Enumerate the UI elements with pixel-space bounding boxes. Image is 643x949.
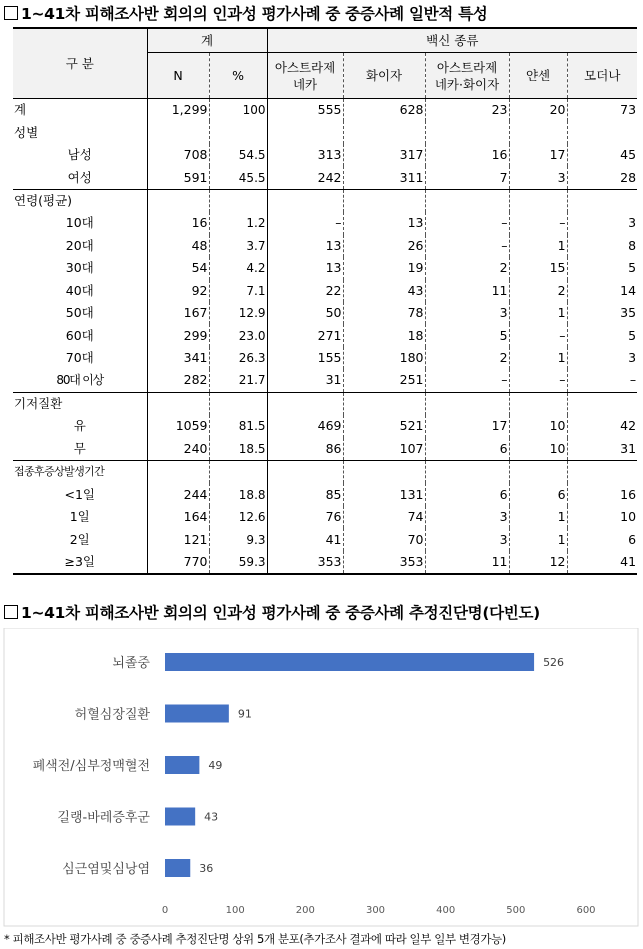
category-label: 폐색전/심부정맥혈전 <box>32 759 150 774</box>
table-cell: 5 <box>567 324 637 346</box>
checkbox-square-icon <box>4 6 18 20</box>
table-cell: 54 <box>147 257 209 279</box>
table-cell <box>209 189 267 212</box>
header-vaccine: 화이자 <box>343 53 425 99</box>
row-label: 무 <box>73 440 86 456</box>
table-cell <box>147 461 209 484</box>
bar <box>165 756 199 774</box>
table-cell <box>509 189 567 212</box>
table-cell: 311 <box>343 166 425 189</box>
table-cell: 13 <box>267 257 343 279</box>
row-label: 유 <box>73 418 86 434</box>
table-cell <box>425 121 509 143</box>
table-cell: 10 <box>509 438 567 461</box>
table-cell: 17 <box>509 144 567 166</box>
bar <box>165 808 195 826</box>
table-cell: 45.5 <box>209 166 267 189</box>
table-cell: 41 <box>267 528 343 550</box>
table-cell: 31 <box>567 438 637 461</box>
table-cell <box>509 121 567 143</box>
category-label: 뇌졸중 <box>112 656 150 671</box>
table-cell: 21.7 <box>209 369 267 392</box>
row-label: <1일 <box>64 486 95 502</box>
table-cell: 26.3 <box>209 347 267 369</box>
table-cell: 74 <box>343 506 425 528</box>
table-cell <box>567 392 637 415</box>
row-label: 여성 <box>67 169 92 185</box>
table-cell: 28 <box>567 166 637 189</box>
table-cell: 35 <box>567 302 637 324</box>
row-label: 80대 이상 <box>56 373 104 388</box>
table-cell: 6 <box>425 438 509 461</box>
chart-heading <box>4 601 540 623</box>
row-label: ≥3일 <box>13 551 147 574</box>
table-cell: 591 <box>147 166 209 189</box>
row-label: 남성 <box>67 147 92 163</box>
table-heading <box>4 2 487 24</box>
table-cell <box>567 189 637 212</box>
row-label: 접종후증상발생기간 <box>13 461 147 484</box>
table-cell: 1.2 <box>209 212 267 234</box>
table-cell: 100 <box>209 99 267 122</box>
table-cell: 4.2 <box>209 257 267 279</box>
header-total-group: 계 <box>147 28 267 53</box>
table-cell: 1 <box>509 506 567 528</box>
table-row <box>13 280 637 302</box>
table-row <box>13 144 637 166</box>
table-cell: 76 <box>267 506 343 528</box>
table-cell: 2 <box>509 280 567 302</box>
table-cell: 12.6 <box>209 506 267 528</box>
header-n: N <box>147 53 209 99</box>
data-label: 36 <box>199 862 214 875</box>
row-label: 기저질환 <box>13 392 147 415</box>
table-cell: 1 <box>509 528 567 550</box>
table-cell <box>567 121 637 143</box>
table-cell: 9.3 <box>209 528 267 550</box>
row-label: 20대 <box>65 237 94 253</box>
table-cell: 180 <box>343 347 425 369</box>
row-label: 10대 <box>65 215 94 231</box>
table-cell: 7 <box>425 166 509 189</box>
table-cell: – <box>509 369 567 392</box>
header-pct: % <box>209 53 267 99</box>
table-cell <box>343 121 425 143</box>
table-cell <box>343 461 425 484</box>
table-cell <box>209 121 267 143</box>
table-cell: – <box>509 324 567 346</box>
table-cell: 708 <box>147 144 209 166</box>
table-cell: 12 <box>509 551 567 574</box>
table-cell <box>567 461 637 484</box>
table-cell: 6 <box>425 483 509 505</box>
table-cell: 8 <box>567 235 637 257</box>
table-row <box>13 369 637 392</box>
table-cell: 26 <box>343 235 425 257</box>
table-row <box>13 483 637 505</box>
x-tick-label: 100 <box>225 905 245 916</box>
table-cell <box>147 189 209 212</box>
table-cell: – <box>425 369 509 392</box>
table-section-row <box>13 461 637 484</box>
table-cell: 155 <box>267 347 343 369</box>
data-label: 43 <box>204 810 219 824</box>
table-cell: 16 <box>147 212 209 234</box>
header-vaccine: 아스트라제 네카·화이자 <box>425 53 509 99</box>
table-cell: 353 <box>267 551 343 574</box>
chart-footnote: * 피해조사반 평가사례 중 중증사례 추정진단명 상위 5개 분포(추가조사 결과에 따라 일부 일부 변경가능) <box>4 932 506 946</box>
table-cell: 23 <box>425 99 509 122</box>
table-cell: 42 <box>567 415 637 437</box>
table-cell: 50 <box>267 302 343 324</box>
table-row <box>13 212 637 234</box>
table-cell: 12.9 <box>209 302 267 324</box>
table-row <box>13 506 637 528</box>
category-label: 허혈심장질환 <box>74 707 150 723</box>
table-cell: 54.5 <box>209 144 267 166</box>
table-cell: 81.5 <box>209 415 267 437</box>
table-cell <box>209 461 267 484</box>
table-cell: 43 <box>343 280 425 302</box>
data-label: 526 <box>543 656 565 669</box>
x-tick-label: 400 <box>436 905 456 916</box>
x-tick-label: 300 <box>365 905 386 916</box>
row-label: 계 <box>14 102 27 118</box>
table-cell: 770 <box>147 551 209 574</box>
table-cell: 11 <box>425 280 509 302</box>
table-cell: 353 <box>343 551 425 574</box>
table-cell <box>509 392 567 415</box>
table-cell: 299 <box>147 324 209 346</box>
diagnosis-bar-chart <box>0 628 643 928</box>
table-row <box>13 347 637 369</box>
x-tick-label: 200 <box>295 905 315 916</box>
table-cell: 31 <box>267 369 343 392</box>
table-cell: 86 <box>267 438 343 461</box>
table-row <box>13 528 637 550</box>
row-label: 30대 <box>65 260 94 276</box>
table-cell: 242 <box>267 166 343 189</box>
bar <box>165 705 229 723</box>
table-cell: 469 <box>267 415 343 437</box>
table-cell: 73 <box>567 99 637 122</box>
table-cell: 271 <box>267 324 343 346</box>
table-cell: 2 <box>425 257 509 279</box>
table-cell: 1 <box>509 302 567 324</box>
table-section-row <box>13 121 637 143</box>
table-cell: 3 <box>509 166 567 189</box>
table-cell: 13 <box>267 235 343 257</box>
table-cell: 10 <box>567 506 637 528</box>
category-label: 길랭-바레증후군 <box>57 810 150 826</box>
data-label: 49 <box>208 759 223 772</box>
table-cell: 3 <box>425 506 509 528</box>
chart-title: 1~41차 피해조사반 회의의 인과성 평가사례 중 중증사례 추정진단명(다빈도) <box>21 604 540 622</box>
row-label: 2일 <box>69 531 90 547</box>
table-row <box>13 99 637 122</box>
table-cell: 5 <box>567 257 637 279</box>
row-label: 60대 <box>65 327 94 343</box>
table-cell: 41 <box>567 551 637 574</box>
table-cell: – <box>567 369 637 392</box>
table-cell: 3 <box>425 302 509 324</box>
table-cell: 48 <box>147 235 209 257</box>
header-vaccine: 아스트라제 네카 <box>267 53 343 99</box>
table-cell: 16 <box>425 144 509 166</box>
table-cell: 313 <box>267 144 343 166</box>
header-vaccine: 모더나 <box>567 53 637 99</box>
table-cell: 20 <box>509 99 567 122</box>
table-cell: 15 <box>509 257 567 279</box>
table-cell <box>267 461 343 484</box>
bar <box>165 653 534 671</box>
table-cell: – <box>425 212 509 234</box>
table-cell: 1 <box>509 347 567 369</box>
row-label: 1일 <box>69 509 90 525</box>
table-cell: 13 <box>343 212 425 234</box>
table-cell: 521 <box>343 415 425 437</box>
row-label: 성별 <box>14 124 39 140</box>
chart-frame <box>4 628 638 926</box>
table-cell: 22 <box>267 280 343 302</box>
table-cell <box>147 121 209 143</box>
table-cell: 1059 <box>147 415 209 437</box>
table-cell: 282 <box>147 369 209 392</box>
table-cell: 85 <box>267 483 343 505</box>
table-cell: 1,299 <box>147 99 209 122</box>
table-section-row <box>13 392 637 415</box>
data-label: 91 <box>237 707 252 721</box>
table-cell: 18 <box>343 324 425 346</box>
row-label: 70대 <box>65 350 94 366</box>
table-cell: 251 <box>343 369 425 392</box>
table-cell: 628 <box>343 99 425 122</box>
table-cell: 121 <box>147 528 209 550</box>
table-row <box>13 551 637 574</box>
table-row <box>13 438 637 461</box>
table-cell: 1 <box>509 235 567 257</box>
table-cell: 5 <box>425 324 509 346</box>
table-cell <box>267 392 343 415</box>
table-cell: 107 <box>343 438 425 461</box>
table-cell <box>425 189 509 212</box>
table-cell: – <box>267 212 343 234</box>
row-label: 40대 <box>65 282 94 298</box>
table-cell: 164 <box>147 506 209 528</box>
characteristics-table <box>13 27 637 575</box>
table-title: 1~41차 피해조사반 회의의 인과성 평가사례 중 중증사례 일반적 특성 <box>21 5 488 23</box>
row-label: 50대 <box>65 305 94 321</box>
table-cell: 18.8 <box>209 483 267 505</box>
table-cell: 19 <box>343 257 425 279</box>
x-tick-label: 0 <box>161 905 169 916</box>
table-cell <box>425 461 509 484</box>
table-cell: 78 <box>343 302 425 324</box>
bar <box>165 859 190 877</box>
table-cell: 11 <box>425 551 509 574</box>
table-cell: 341 <box>147 347 209 369</box>
table-cell: 7.1 <box>209 280 267 302</box>
header-vaccine: 얀센 <box>509 53 567 99</box>
table-row <box>13 235 637 257</box>
table-cell: 23.0 <box>209 324 267 346</box>
table-cell: – <box>425 235 509 257</box>
table-cell: – <box>509 212 567 234</box>
table-cell <box>343 189 425 212</box>
table-cell: 92 <box>147 280 209 302</box>
table-cell <box>343 392 425 415</box>
table-section-row <box>13 189 637 212</box>
table-cell: 317 <box>343 144 425 166</box>
table-cell: 70 <box>343 528 425 550</box>
table-cell <box>425 392 509 415</box>
x-tick-label: 500 <box>506 905 526 916</box>
table-cell: 3 <box>567 347 637 369</box>
table-row <box>13 302 637 324</box>
table-cell: 131 <box>343 483 425 505</box>
table-cell: 167 <box>147 302 209 324</box>
table-cell: 17 <box>425 415 509 437</box>
table-cell: 3 <box>567 212 637 234</box>
table-row <box>13 166 637 189</box>
table-cell: 240 <box>147 438 209 461</box>
table-cell: 2 <box>425 347 509 369</box>
header-category: 구 분 <box>13 28 147 99</box>
table-cell <box>209 392 267 415</box>
x-tick-label: 600 <box>576 905 596 916</box>
table-cell <box>267 121 343 143</box>
table-cell: 3 <box>425 528 509 550</box>
table-cell: 6 <box>509 483 567 505</box>
table-row <box>13 257 637 279</box>
table-cell: 45 <box>567 144 637 166</box>
table-cell <box>509 461 567 484</box>
table-cell: 6 <box>567 528 637 550</box>
header-vaccine-group: 백신 종류 <box>267 28 637 53</box>
table-cell: 244 <box>147 483 209 505</box>
table-cell: 18.5 <box>209 438 267 461</box>
category-label: 심근염및심낭염 <box>62 862 150 877</box>
table-cell: 555 <box>267 99 343 122</box>
table-cell: 59.3 <box>209 551 267 574</box>
table-cell: 10 <box>509 415 567 437</box>
table-cell: 3.7 <box>209 235 267 257</box>
table-cell: 14 <box>567 280 637 302</box>
row-label: 연령(평균) <box>13 189 147 212</box>
table-cell <box>147 392 209 415</box>
table-cell: 16 <box>567 483 637 505</box>
table-row <box>13 415 637 437</box>
table-cell <box>267 189 343 212</box>
table-row <box>13 324 637 346</box>
checkbox-square-icon <box>4 605 18 619</box>
